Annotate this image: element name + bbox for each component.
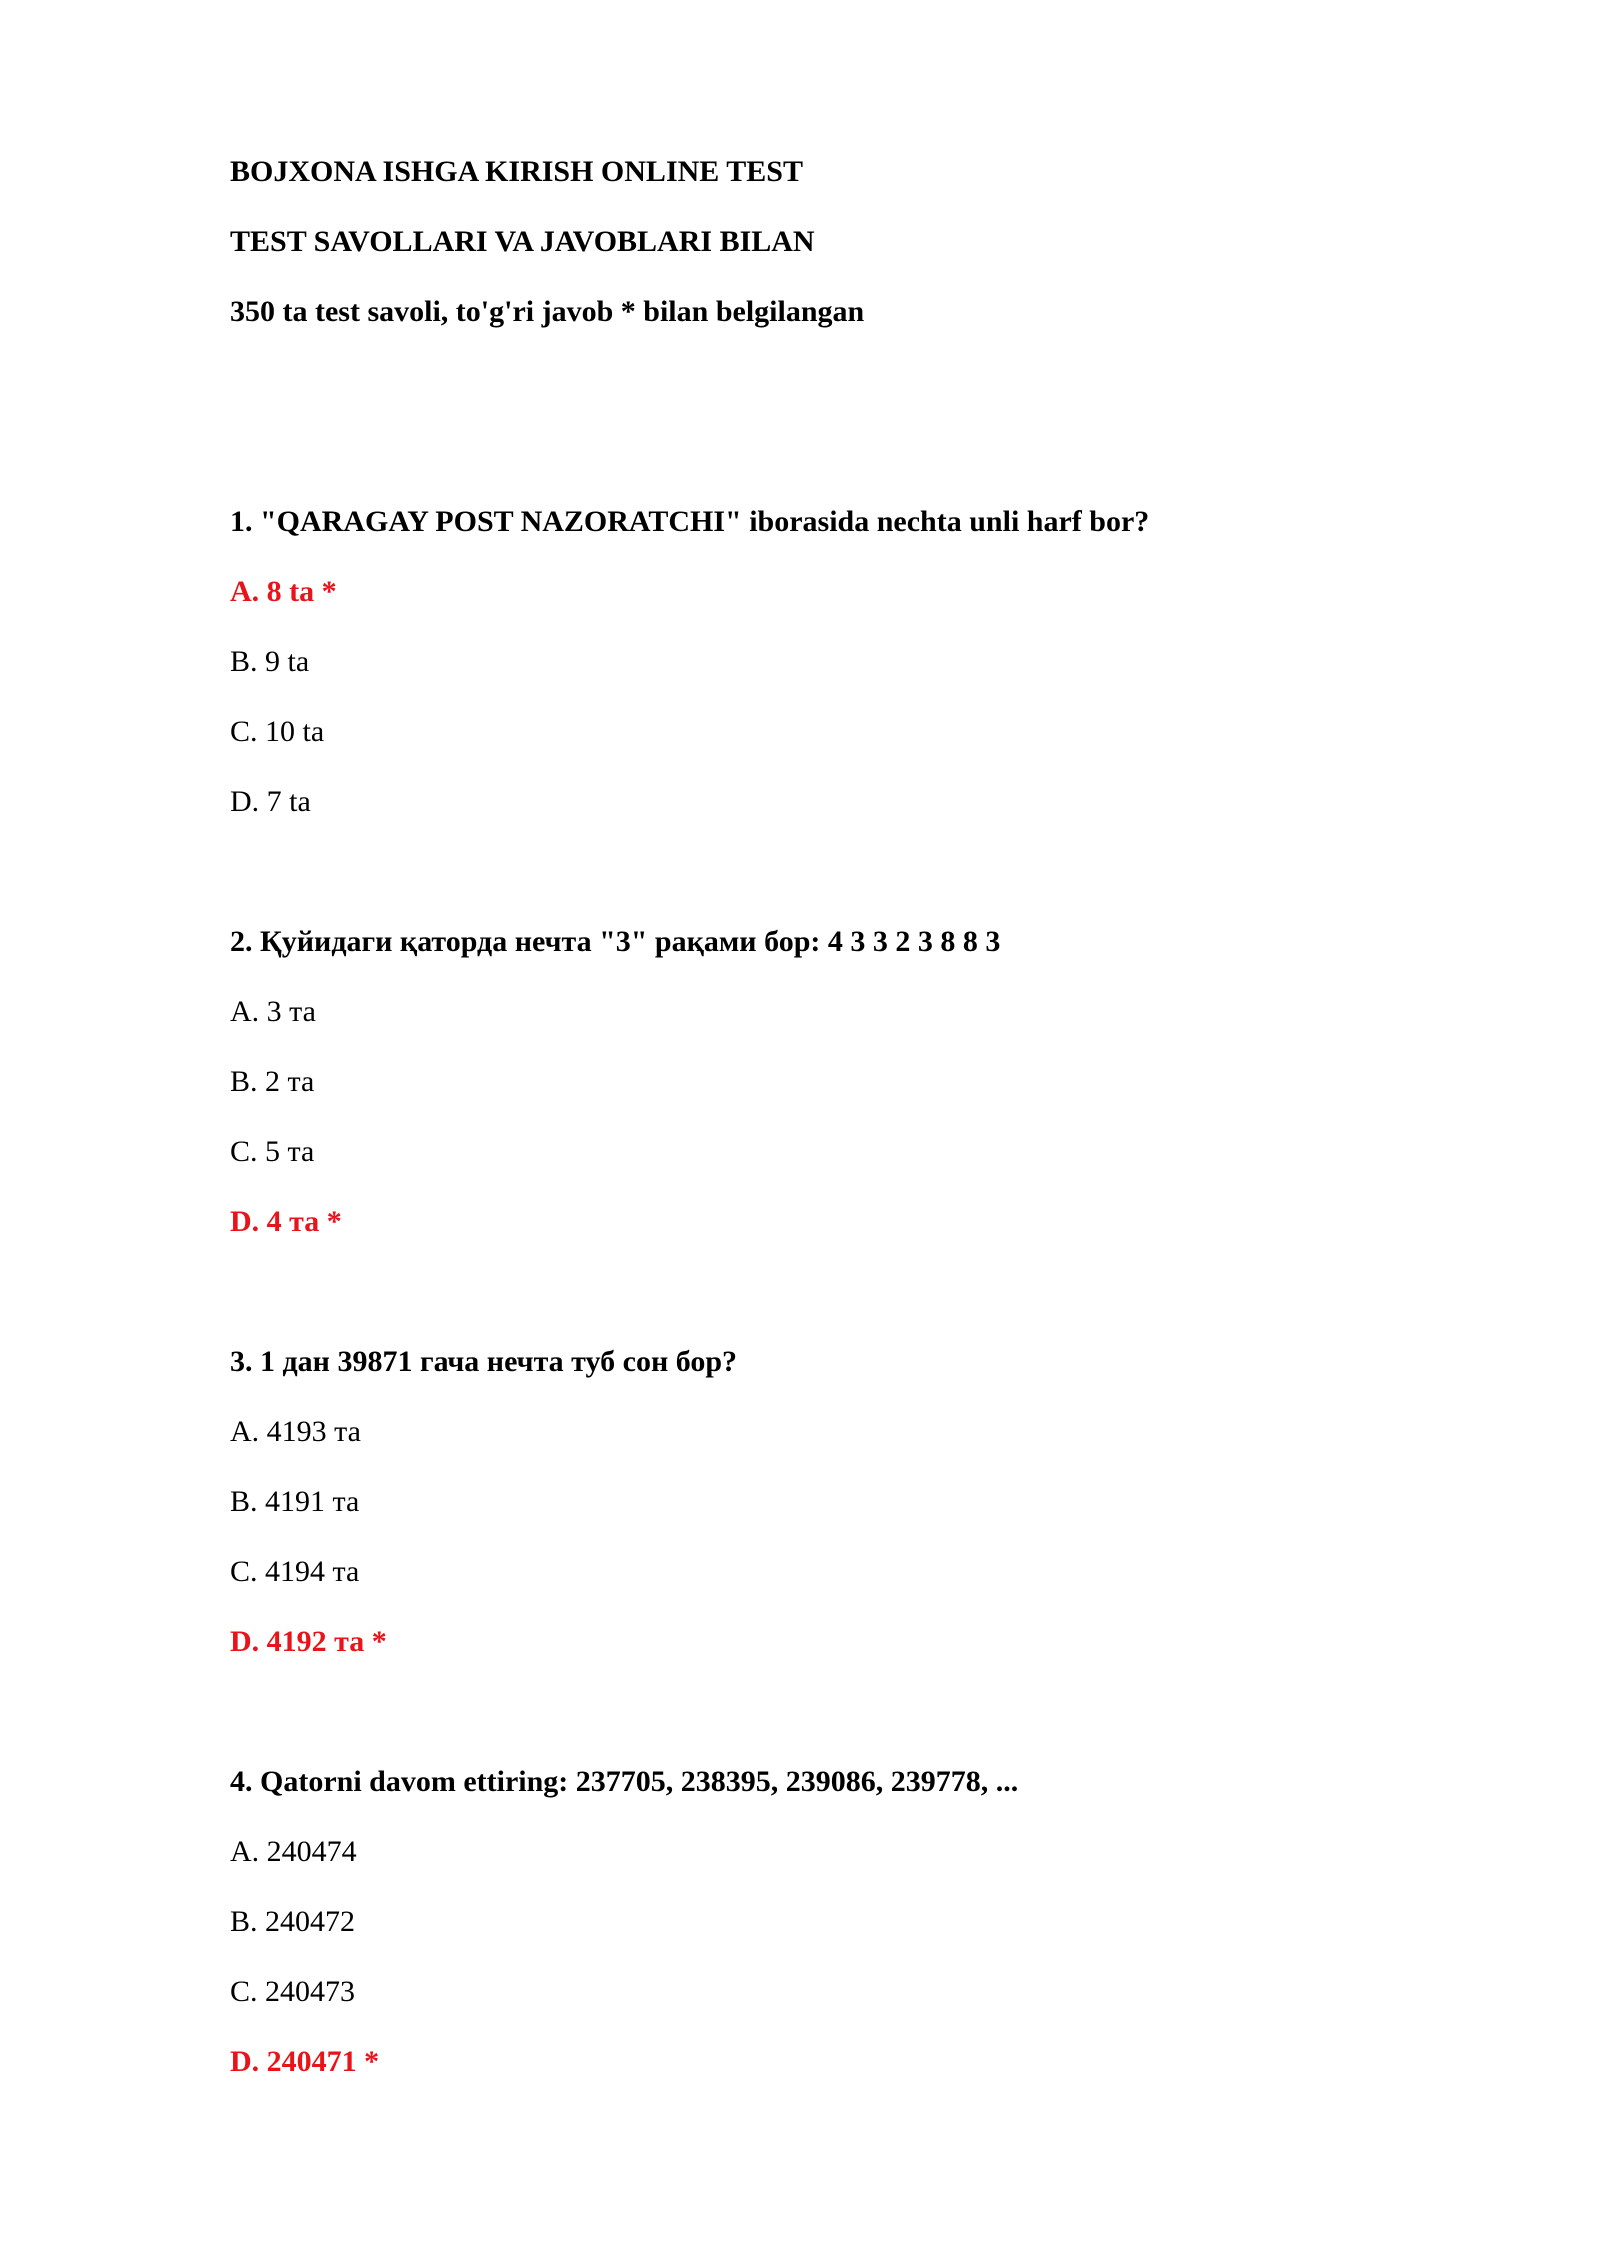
question-3-text: 3. 1 дан 39871 гача нечта туб сон бор? bbox=[230, 1345, 738, 1378]
question-2-option-a: A. 3 та bbox=[230, 995, 316, 1028]
question-4-option-c: C. 240473 bbox=[230, 1975, 356, 2008]
question-1-option-c: C. 10 ta bbox=[230, 715, 325, 748]
question-4-option-a: A. 240474 bbox=[230, 1835, 357, 1868]
document-subtitle: TEST SAVOLLARI VA JAVOBLARI BILAN bbox=[230, 225, 815, 258]
question-4-option-b: B. 240472 bbox=[230, 1905, 356, 1938]
document-title: BOJXONA ISHGA KIRISH ONLINE TEST bbox=[230, 155, 803, 188]
question-3-option-c: C. 4194 та bbox=[230, 1555, 360, 1588]
question-1-option-d: D. 7 ta bbox=[230, 785, 311, 818]
document-note: 350 ta test savoli, to'g'ri javob * bilan belgilangan bbox=[230, 295, 865, 328]
question-2-option-b: B. 2 та bbox=[230, 1065, 315, 1098]
question-1-option-b: B. 9 ta bbox=[230, 645, 310, 678]
question-4-text: 4. Qatorni davom ettiring: 237705, 238395, 239086, 239778, ... bbox=[230, 1765, 1019, 1798]
question-4-option-d: D. 240471 * bbox=[230, 2045, 380, 2078]
question-3-option-a: A. 4193 та bbox=[230, 1415, 361, 1448]
question-2-text: 2. Қуйидаги қаторда нечта "3" рақами бор: 4 3 3 2 3 8 8 3 bbox=[230, 925, 1001, 958]
question-2-option-c: C. 5 та bbox=[230, 1135, 315, 1168]
question-1-option-a: A. 8 ta * bbox=[230, 575, 337, 608]
question-1-text: 1. "QARAGAY POST NAZORATCHI" iborasida nechta unli harf bor? bbox=[230, 505, 1150, 538]
question-3-option-b: B. 4191 та bbox=[230, 1485, 360, 1518]
question-2-option-d: D. 4 та * bbox=[230, 1205, 342, 1238]
question-3-option-d: D. 4192 та * bbox=[230, 1625, 387, 1658]
